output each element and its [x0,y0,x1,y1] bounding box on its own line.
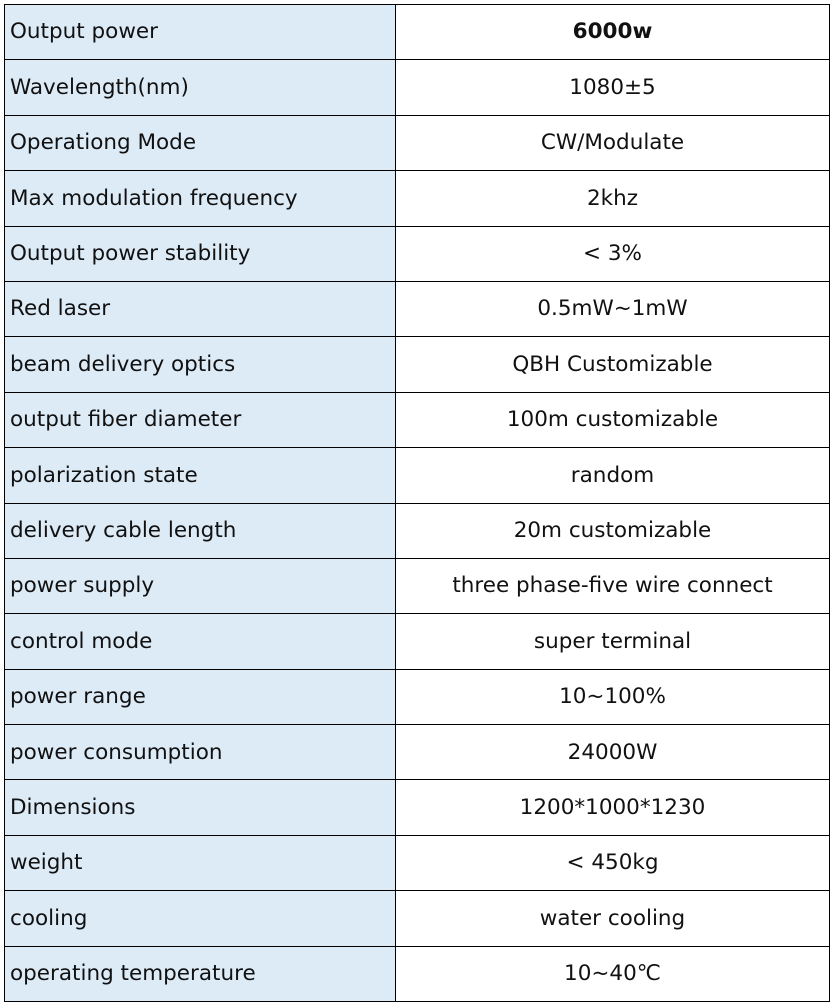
table-row [5,226,830,281]
spec-label: Wavelength(nm) [5,60,396,115]
spec-value: 1080±5 [396,60,830,115]
table-row [5,115,830,170]
spec-value: 0.5mW~1mW [396,281,830,336]
spec-label: delivery cable length [5,503,396,558]
spec-value: super terminal [396,614,830,669]
spec-value: CW/Modulate [396,115,830,170]
table-row [5,503,830,558]
spec-label: power consumption [5,725,396,780]
spec-label: Output power stability [5,226,396,281]
spec-label: Dimensions [5,780,396,835]
spec-value: < 3% [396,226,830,281]
spec-label: control mode [5,614,396,669]
spec-label: Max modulation frequency [5,171,396,226]
spec-label: Red laser [5,281,396,336]
table-row [5,448,830,503]
spec-label: power supply [5,558,396,613]
table-row [5,780,830,835]
spec-label: Operationg Mode [5,115,396,170]
spec-label: beam delivery optics [5,337,396,392]
table-row [5,669,830,724]
table-row [5,60,830,115]
spec-label: Output power [5,5,396,60]
table-row [5,392,830,447]
spec-value: 1200*1000*1230 [396,780,830,835]
table-row [5,725,830,780]
table-row [5,835,830,890]
table-row [5,5,830,60]
spec-value: water cooling [396,891,830,946]
spec-value: 10~100% [396,669,830,724]
spec-label: power range [5,669,396,724]
spec-value: random [396,448,830,503]
spec-value: 20m customizable [396,503,830,558]
spec-value: QBH Customizable [396,337,830,392]
table-row [5,558,830,613]
spec-value: 100m customizable [396,392,830,447]
spec-label: operating temperature [5,946,396,1001]
table-row [5,614,830,669]
spec-label: weight [5,835,396,890]
table-row [5,171,830,226]
table-row [5,281,830,336]
spec-label: cooling [5,891,396,946]
spec-value: 10~40℃ [396,946,830,1001]
spec-value: three phase-five wire connect [396,558,830,613]
table-row [5,337,830,392]
spec-value: 24000W [396,725,830,780]
spec-value: 2khz [396,171,830,226]
spec-label: output fiber diameter [5,392,396,447]
table-row [5,891,830,946]
spec-value: < 450kg [396,835,830,890]
spec-table [4,4,830,1002]
table-row [5,946,830,1001]
spec-label: polarization state [5,448,396,503]
spec-value: 6000w [396,5,830,60]
